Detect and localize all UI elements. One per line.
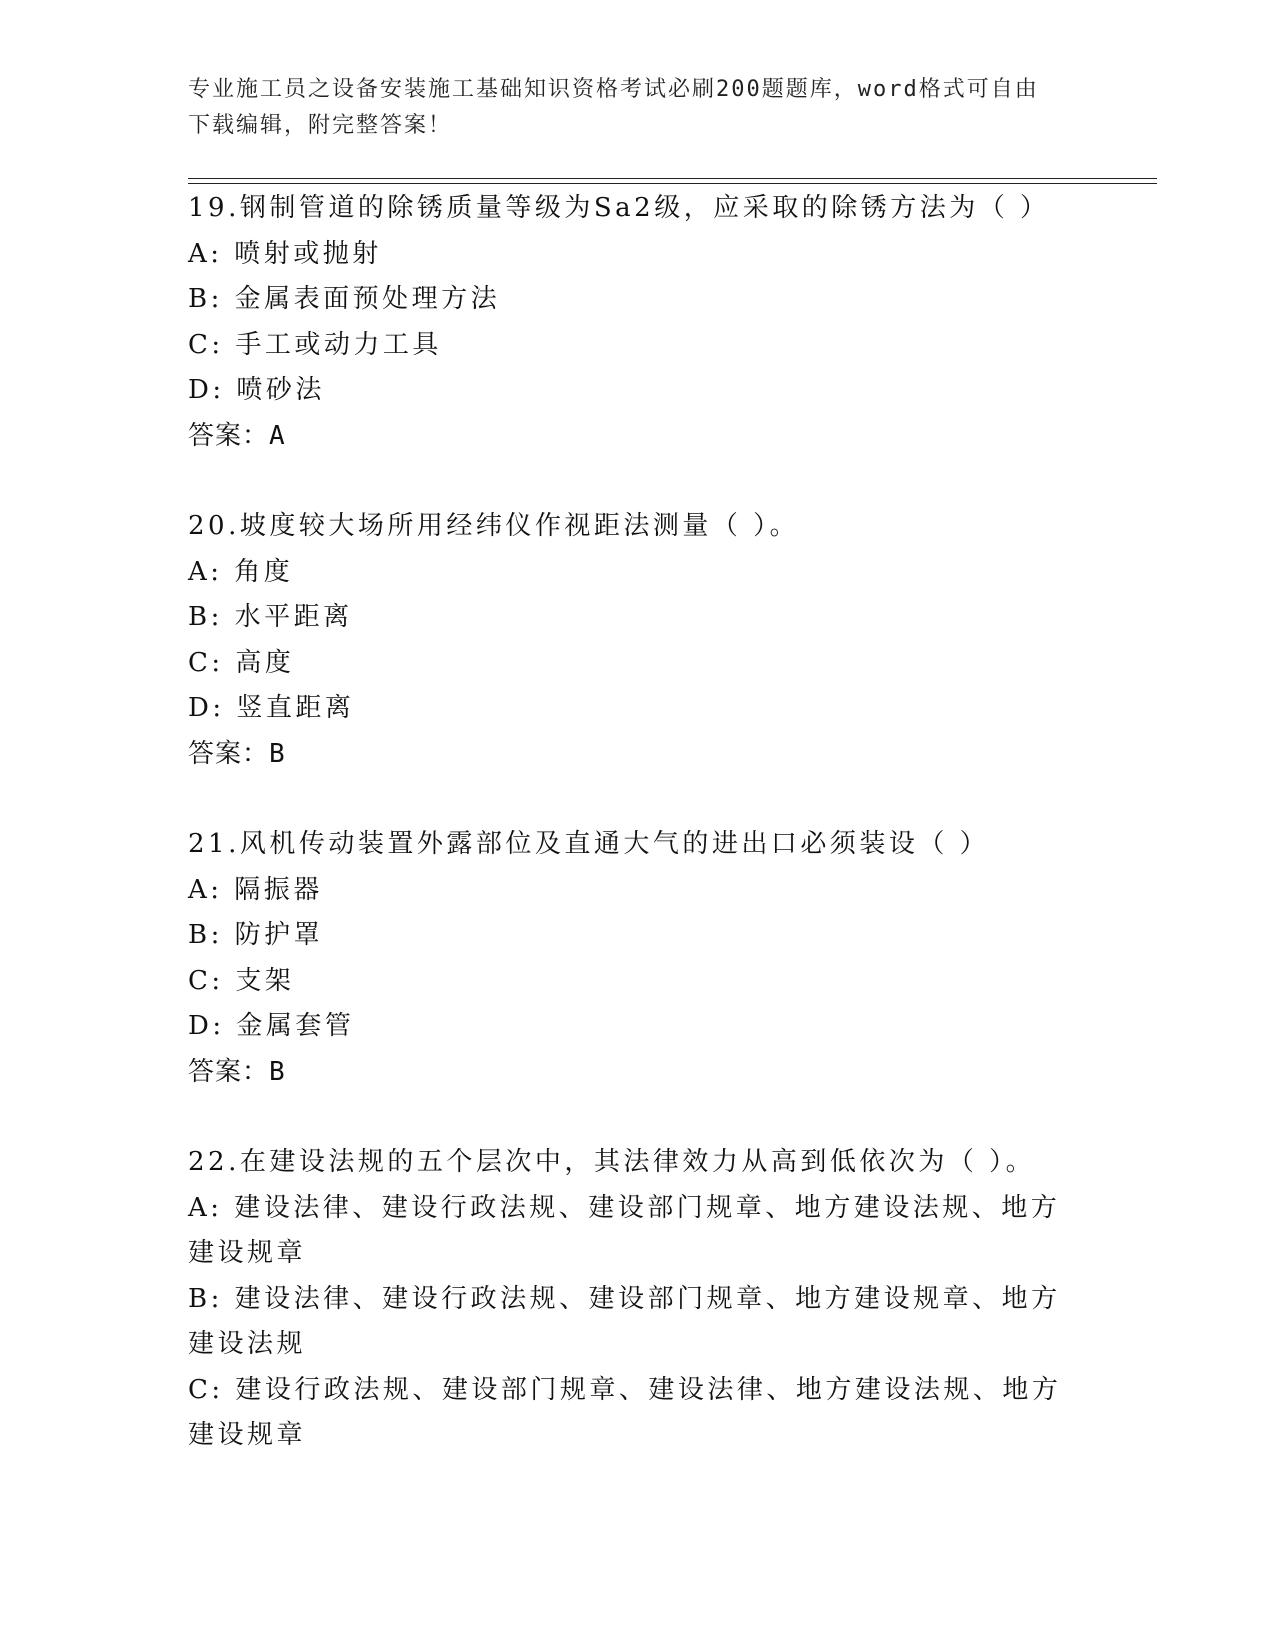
option-a: A: 角度	[188, 556, 294, 587]
option-b: B: 防护罩	[188, 920, 324, 950]
header-line-2: 下载编辑，附完整答案！	[188, 113, 453, 138]
option-c: C: 建设行政法规、建设部门规章、建设法律、地方建设法规、地方建设规章	[188, 1374, 1062, 1450]
option-d: D: 竖直距离	[188, 693, 355, 723]
question-22	[188, 1140, 1088, 1459]
question-text: 19.钢制管道的除锈质量等级为Sa2级，应采取的除锈方法为（ ）	[188, 193, 1050, 223]
option-b: B: 建设法律、建设行政法规、建设部门规章、地方建设规章、地方建设法规	[188, 1283, 1061, 1359]
question-text: 22.在建设法规的五个层次中，其法律效力从高到低依次为（ ）。	[188, 1147, 1036, 1177]
option-a: A: 隔振器	[188, 874, 323, 905]
option-b: B: 金属表面预处理方法	[188, 284, 501, 314]
option-c: C: 高度	[188, 647, 295, 678]
option-a: A: 建设法律、建设行政法规、建设部门规章、地方建设法规、地方建设规章	[188, 1192, 1061, 1268]
answer: 答案：B	[188, 738, 286, 769]
question-text: 20.坡度较大场所用经纬仪作视距法测量（ ）。	[188, 511, 800, 541]
header-divider-bottom	[188, 183, 1157, 184]
option-c: C: 支架	[188, 965, 295, 996]
option-d: D: 金属套管	[188, 1011, 355, 1041]
option-a: A: 喷射或抛射	[188, 238, 382, 269]
answer: 答案：B	[188, 1056, 286, 1087]
header-divider-top	[188, 178, 1157, 179]
option-d: D: 喷砂法	[188, 375, 325, 405]
option-b: B: 水平距离	[188, 602, 353, 632]
question-20	[188, 504, 1088, 777]
question-19	[188, 186, 1088, 459]
question-21	[188, 822, 1088, 1095]
option-c: C: 手工或动力工具	[188, 329, 442, 360]
answer: 答案：A	[188, 420, 286, 451]
document-header	[188, 72, 1088, 144]
header-line-1: 专业施工员之设备安装施工基础知识资格考试必刷200题题库，word格式可自由	[188, 77, 1039, 102]
question-text: 21.风机传动装置外露部位及直通大气的进出口必须装设（ ）	[188, 829, 990, 859]
